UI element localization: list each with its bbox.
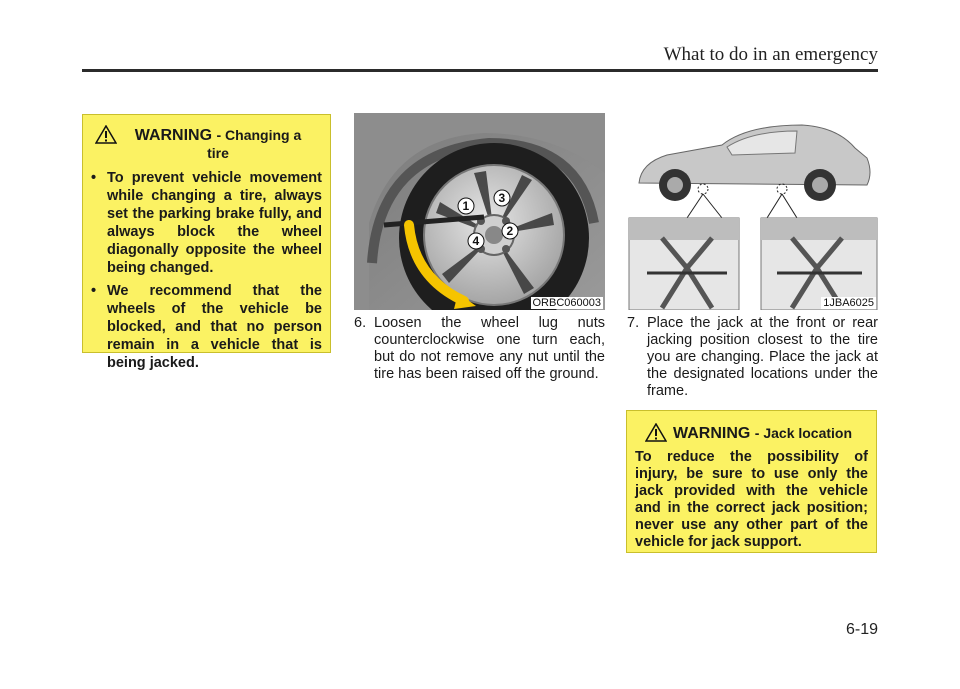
lug-number-3: 3 (498, 191, 506, 205)
warning-box-changing-tire (82, 114, 331, 371)
header-rule (82, 69, 878, 72)
lug-number-4: 4 (472, 234, 480, 248)
warning-triangle-icon (645, 423, 667, 442)
warning-text: To reduce the possibility of injury, be sure to use only the jack provided with the vehicle and in the correct jack position; never use any other part of the vehicle for jack support. (635, 449, 868, 550)
step-6 (354, 315, 605, 383)
figure-code: ORBC060003 (532, 297, 601, 309)
figure-code: 1JBA6025 (823, 297, 874, 309)
step-7 (627, 315, 878, 400)
wheel-illustration (354, 113, 605, 310)
warning-label: WARNING (134, 127, 213, 144)
car-jack-illustration (627, 113, 878, 310)
warning-subtitle: - Jack location (754, 425, 853, 441)
step-text: Place the jack at the front or rear jacking position closest to the tire you are changing. Place the jack at the designated locations under the frame. (647, 315, 878, 399)
warning-subtitle: - Changing a tire (207, 127, 302, 161)
step-text: Loosen the wheel lug nuts counterclockwise one turn each, but do not remove any nut until the tire has been raised off the ground. (374, 315, 605, 382)
warning-box-jack-location (626, 410, 877, 553)
warning-item: • We recommend that the wheels of the vehicle be blocked, and that no person remain in a vehicle that is being jacked. (91, 283, 322, 371)
warning-header (645, 423, 868, 443)
step-number: 6. (354, 315, 367, 331)
warning-label: WARNING (673, 425, 751, 442)
warning-header (95, 125, 322, 163)
wheel-lug-nut-figure (354, 113, 605, 310)
step-number: 7. (627, 315, 640, 331)
jack-position-figure (627, 113, 878, 310)
lug-number-1: 1 (462, 199, 470, 213)
section-title: What to do in an emergency (663, 44, 878, 65)
lug-number-2: 2 (506, 224, 514, 238)
warning-list (91, 169, 322, 372)
page-number: 6-19 (845, 621, 878, 638)
warning-triangle-icon (95, 125, 117, 144)
warning-item: • To prevent vehicle movement while changing a tire, always set the parking brake fully, and always block the wheel diagonally opposite the wheel being changed. (91, 170, 322, 276)
